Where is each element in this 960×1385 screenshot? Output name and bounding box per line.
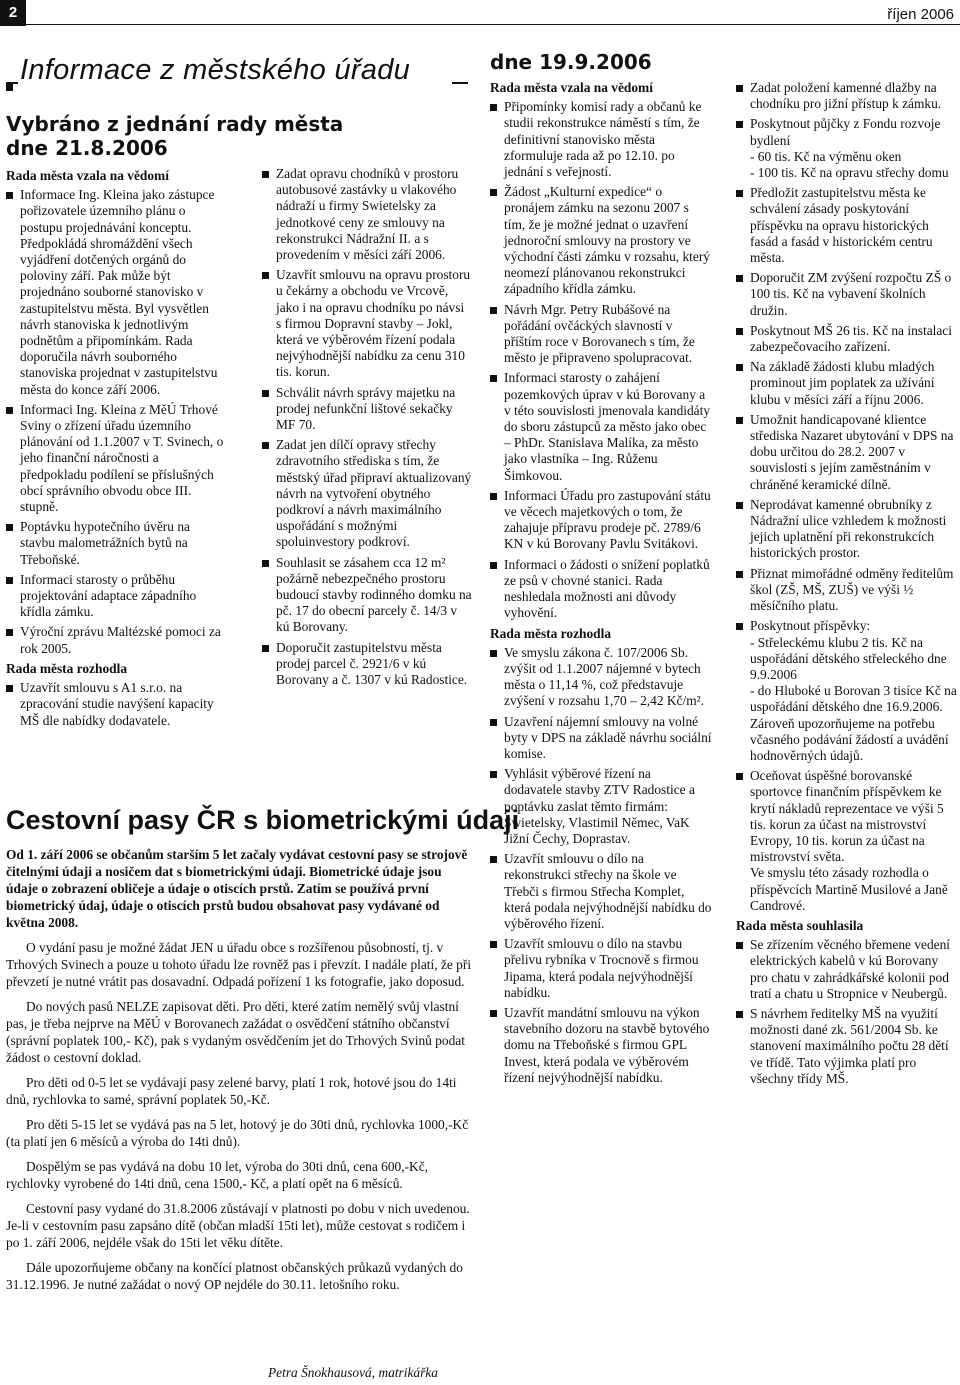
list-item: Uzavřít mandátní smlouvu na výkon stavebního dozoru na stavbě bytového domu na Třeboňské s firmou GPL Invest, která podala ve výběrovém řízení nejvýhodnější nabídku. <box>490 1005 712 1086</box>
list-item: Přiznat mimořádné odměny ředitelům škol (ZŠ, MŠ, ZUŠ) ve výši ½ měsíčního platu. <box>736 566 958 615</box>
list-item: Informaci Ing. Kleina z MěÚ Trhové Sviny o zřízení úřadu územního plánování od 1.1.2007 v T. Svinech, o jeho finanční náročnosti a předpokladu podílení se příslušných obcí správního obvodu obce III. stupně. <box>6 402 228 515</box>
paragraph: Dospělým se pas vydává na dobu 10 let, výroba do 30ti dnů, cena 600,-Kč, rychlovky vyrobené do 14ti dnů, cena 1500,- Kč, a platí opět na 6 měsíců. <box>6 1159 429 1191</box>
list-item: Návrh Mgr. Petry Rubášové na pořádání ovčáckých slavností v příštím roce v Borovanech s tím, že město je připraveno spolupracovat. <box>490 302 712 367</box>
list-item: Neprodávat kamenné obrubníky z Nádražní ulice vzhledem k možnosti jejich uplatnění při rekonstrukcích historických prostor. <box>736 497 958 562</box>
heading-rozhodla: Rada města rozhodla <box>6 660 128 676</box>
list-item: Vyhlásit výběrové řízení na dodavatele stavby ZTV Radostice a poptávku zaslat těmto firmám: Swietelsky, Vlastimil Němec, VaK Jižní Čechy, Doprastav. <box>490 766 712 847</box>
meeting1-title-line1: Vybráno z jednání rady města <box>6 112 344 136</box>
list-item: Informace Ing. Kleina jako zástupce pořizovatele územního plánu o postupu projednávání konceptu. Předpokládá shromáždění všech vyjádření dotčených orgánů do poloviny září. Pak může být projednáno souborné stanovisko v zastupitelstvu města. Byl vysvětlen návrh stanoviska k jednotlivým podnětům a připomínkám. Rada doporučila návrh souborného stanoviska projednat v zastupitelstvu města do konce září 2006. <box>6 187 228 398</box>
heading-souhlasila: Rada města souhlasila <box>736 917 864 933</box>
column-1 <box>6 166 228 733</box>
list-item: Informaci starosty o zahájení pozemkových úprav v kú Borovany a v této souvislosti jmenovala kandidáty do sboru zástupců za město jako obec – PhDr. Stanislava Malíka, za město jako vlastníka – Ing. Růženu Šimkovou. <box>490 370 712 483</box>
list-item: Schválit návrh správy majetku na prodej nefunkční lištové sekačky MF 70. <box>262 385 472 434</box>
list-item: Uzavření nájemní smlouvy na volné byty v DPS na základě návrhu sociální komise. <box>490 714 712 763</box>
meeting1-title-line2: dne 21.8.2006 <box>6 136 168 160</box>
list-item: Zadat položení kamenné dlažby na chodníku pro jižní přístup k zámku. <box>736 80 958 112</box>
list-item: Informaci o žádosti o snížení poplatků ze psů v chovné stanici. Rada neshledala možnosti ani důvody vyhovění. <box>490 557 712 622</box>
list-item: Uzavřít smlouvu o dílo na rekonstrukci střechy na škole ve Třebči s firmou Střecha Komplet, která podala nejvýhodnější nabídku do výběrového řízení. <box>490 851 712 932</box>
list-item: Informaci starosty o průběhu projektování adaptace západního křídla zámku. <box>6 572 228 621</box>
list-item: Doporučit ZM zvýšení rozpočtu ZŠ o 100 tis. Kč na vybavení školních družin. <box>736 270 958 319</box>
list-item: Zadat opravu chodníků v prostoru autobusové zastávky u vlakového nádraží u firmy Swietelsky za jednotkové ceny ze smlouvy na rekonstrukci Nádražní II. a s provedením v měsíci září 2006. <box>262 166 472 263</box>
list-item: Uzavřít smlouvu o dílo na stavbu přelivu rybníka v Trocnově s firmou Jipama, která podala nejvýhodnější nabídku. <box>490 936 712 1001</box>
list-item: Na základě žádosti klubu mladých prominout jim poplatek za užívání klubu v měsíci září a říjnu 2006. <box>736 359 958 408</box>
list-item: Uzavřít smlouvu na opravu prostoru u čekárny a obchodu ve Vrcově, jako i na opravu chodníku po návsi s firmou Dopravní stavby – Jokl, která ve výběrovém řízení podala nejvýhodnější nabídku za cenu 310 tis. korun. <box>262 267 472 380</box>
column-4 <box>736 80 958 1091</box>
list-item: Poptávku hypotečního úvěru na stavbu malometrážních bytů na Třeboňské. <box>6 519 228 568</box>
list-item: Předložit zastupitelstvu města ke schválení zásady poskytování příspěvku na opravu historických fasád a fasád v historickém centru města. <box>736 185 958 266</box>
passports-title: Cestovní pasy ČR s biometrickými údaji <box>6 805 520 835</box>
list-item: Poskytnout MŠ 26 tis. Kč na instalaci zabezpečovacího zařízení. <box>736 323 958 355</box>
column-2 <box>262 166 472 692</box>
list-item: Poskytnout půjčky z Fondu rozvoje bydlení - 60 tis. Kč na výměnu oken - 100 tis. Kč na opravu střechy domu <box>736 116 958 181</box>
list-item: Doporučit zastupitelstvu města prodej parcel č. 2921/6 v kú Borovany a č. 1307 v kú Radostice. <box>262 640 472 689</box>
section-title: Informace z městského úřadu <box>20 54 411 86</box>
paragraph: Pro děti 5-15 let se vydává pas na 5 let, hotový je do 30ti dnů, rychlovka 1000,-Kč (ta platí jen 6 měsíců a výroba do 14ti dnů). <box>6 1117 469 1149</box>
title-rule-right <box>452 82 468 84</box>
list-item: Zadat jen dílčí opravy střechy zdravotního střediska s tím, že městský úřad připraví aktualizovaný návrh na vytvoření obytného podkroví a návrh maximálního uspořádání s možnými spoluinvestory podkroví. <box>262 437 472 550</box>
paragraph: O vydání pasu je možné žádat JEN u úřadu obce s rozšířenou působností, tj. v Trhových Svinech a pouze u tohoto úřadu lze rovněž pas i převzít. I nadále platí, že při převzetí je nutné vrátit pas dosavadní. Odpadá pořízení 1 ks fotografie, jako doposud. <box>6 940 472 989</box>
paragraph: Pro děti od 0-5 let se vydávají pasy zelené barvy, platí 1 rok, hotové jsou do 14ti dnů, rychlovka to samé, správní poplatek 50,-Kč. <box>6 1075 457 1107</box>
meeting2-title: dne 19.9.2006 <box>490 50 652 74</box>
header-rule <box>26 24 960 25</box>
paragraph: Cestovní pasy vydané do 31.8.2006 zůstávají v platnosti po dobu v nich uvedenou. Je-li v cestovním pasu zapsáno dítě (občan mladší 15ti let), může cestovat s rodičem i po 1. září 2006, nejdéle však do 15ti let věku dítěte. <box>6 1201 470 1250</box>
issue-date: říjen 2006 <box>887 6 954 23</box>
list-item: Oceňovat úspěšné borovanské sportovce finančním příspěvkem ke krytí nákladů reprezentace ve výši 5 tis. korun za účast na mistrovství Evropy, 10 tis. korun za účast na mistrovství světa. Ve smyslu této zásady rozhodla o příspěvcích Martině Musilové a Janě Candrové. <box>736 768 958 914</box>
list-item: Poskytnout příspěvky: - Střeleckému klubu 2 tis. Kč na uspořádání dětského střeleckého dne 9.9.2006 - do Hluboké u Borovan 3 tisíce Kč na uspořádání dětského dne 16.9.2006. Zároveň upozorňujeme na potřebu včasného podávání žádostí a uvádění hodnověrných údajů. <box>736 618 958 764</box>
passports-article <box>6 846 472 1301</box>
list-item: Připomínky komisí rady a občanů ke studii rekonstrukce náměstí s tím, že definitivní stanovisko města zformuluje rada až po 12.10. po jednání s veřejností. <box>490 99 712 180</box>
list-item: S návrhem ředitelky MŠ na využití možnosti dané zk. 561/2004 Sb. ke stanovení maximálního počtu 28 dětí ve třídě. Tato výjimka platí pro všechny třídy MŠ. <box>736 1006 958 1087</box>
list-item: Informaci Úřadu pro zastupování státu ve věcech majetkových o tom, že zahajuje přípravu prodeje pč. 2789/6 KN v kú Borovany Pavlu Svitákovi. <box>490 488 712 553</box>
list-item: Ve smyslu zákona č. 107/2006 Sb. zvýšit od 1.1.2007 nájemné v bytech města o 11,14 %, což představuje zvýšení v rozsahu 1,70 – 2,42 Kč/m². <box>490 645 712 710</box>
meeting1-title <box>6 112 343 160</box>
heading-vzala: Rada města vzala na vědomí <box>6 168 169 183</box>
list-item: Uzavřít smlouvu s A1 s.r.o. na zpracování studie navýšení kapacity MŠ dle nabídky dodavatele. <box>6 680 228 729</box>
list-item: Umožnit handicapované klientce střediska Nazaret ubytování v DPS na dobu určitou do 28.2. 2007 v souvislosti s jejím zaměstnáním v chráněné keramické dílně. <box>736 412 958 493</box>
title-marker <box>6 84 13 91</box>
passports-lead: Od 1. září 2006 se občanům starším 5 let začaly vydávat cestovní pasy se strojově čitelnými údaji a nosičem dat s biometrickými údaji. Biometrické údaje jsou údaje o zobrazení obličeje a údaje o otiscích prstů. Zatím se používá první biometrický údaj, údaje o otiscích prstů budou obsahovat pasy vydávané od května 2008. <box>6 847 468 930</box>
signature: Petra Šnokhausová, matrikářka <box>268 1365 438 1380</box>
paragraph: Dále upozorňujeme občany na končící platnost občanských průkazů vydaných do 31.12.1996. Je nutné zažádat o nový OP nejdéle do 30.11. letošního roku. <box>6 1260 463 1292</box>
list-item: Souhlasit se zásahem cca 12 m² požárně nebezpečného prostoru budoucí stavby rodinného domku na pč. 17 do obecní parcely č. 14/3 v kú Borovany. <box>262 555 472 636</box>
paragraph: Do nových pasů NELZE zapisovat děti. Pro děti, které zatím nemělý svůj vlastní pas, je třeba nejprve na MěÚ v Borovanech zažádat o osvědčení státního občanství (správní poplatek 100,- Kč), pak s vydaným osvědčením jet do Trhových Svinů podat žádost o cestovní doklad. <box>6 999 465 1065</box>
list-item: Se zřízením věcného břemene vedení elektrických kabelů v kú Borovany pro chatu v zahrádkářské kolonii pod tratí a chatu u Stropnice v Neubergů. <box>736 937 958 1002</box>
heading-rozhodla-2: Rada města rozhodla <box>490 625 612 641</box>
heading-vzala-2: Rada města vzala na vědomí <box>490 80 653 95</box>
list-item: Výroční zprávu Maltézské pomoci za rok 2005. <box>6 624 228 656</box>
page-number: 2 <box>0 0 26 26</box>
column-3 <box>490 78 712 1090</box>
list-item: Žádost „Kulturní expedice“ o pronájem zámku na sezonu 2007 s tím, že je možné jednat o uzavření jednoroční smlouvy na prostory ve východní části zámku v rozsahu, který neomezí plánovanou rekonstrukci západního křídla zámku. <box>490 184 712 297</box>
